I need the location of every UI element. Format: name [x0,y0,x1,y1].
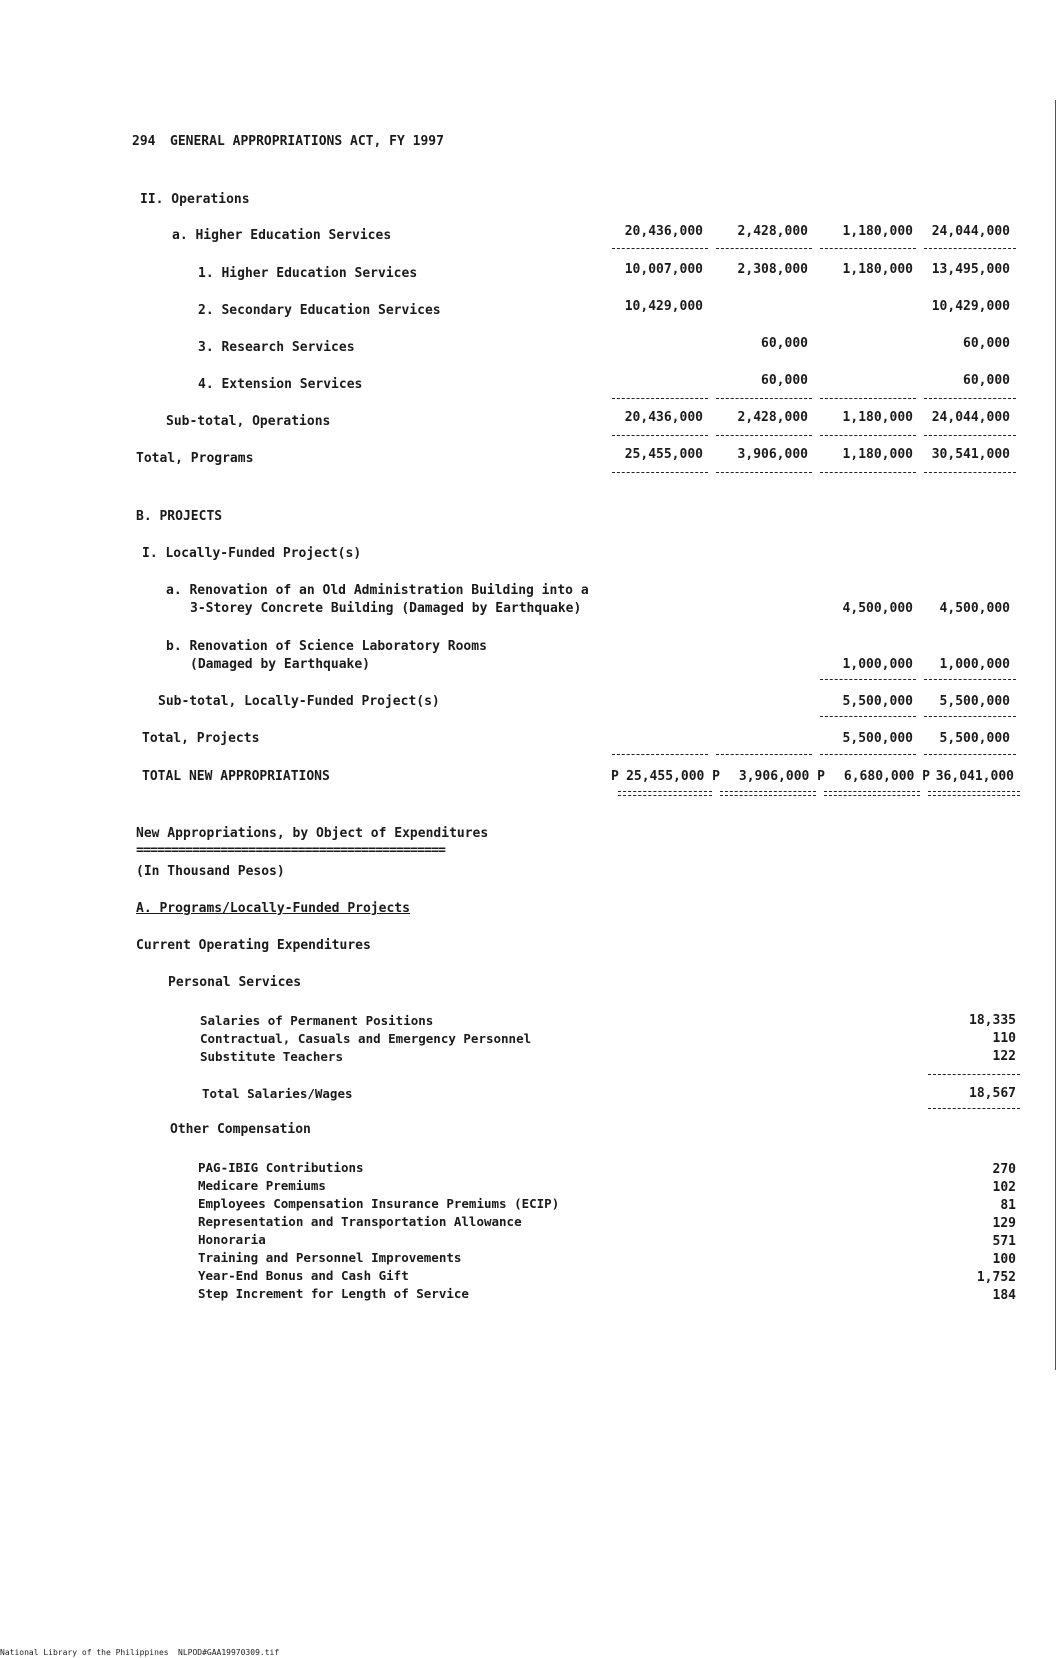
other-comp-value: 184 [992,1288,1016,1303]
rule [924,248,1016,249]
higher-ed-c4: 24,044,000 [931,224,1010,239]
ops-item-c3: 1,180,000 [842,262,913,277]
total-new-c1: 25,455,000 P [626,769,720,784]
ops-item-label: 4. Extension Services [198,377,363,392]
rule [820,435,916,436]
project-c3: 1,000,000 [842,657,913,672]
other-comp-value: 270 [992,1162,1016,1177]
other-comp-label: Representation and Transportation Allowance [198,1214,522,1229]
salary-label: Contractual, Casuals and Emergency Personnel [200,1031,532,1046]
salary-value: 18,335 [969,1013,1016,1028]
rule [928,1108,1020,1109]
footer-file: NLPOD#GAA19970309.tif [178,1648,280,1657]
subtotal-projects-c3: 5,500,000 [842,694,913,709]
rule [924,716,1016,717]
footer-library: National Library of the Philippines [0,1648,169,1657]
project-c4: 4,500,000 [939,601,1010,616]
rule [820,398,916,399]
other-compensation-heading: Other Compensation [170,1122,311,1137]
programs-section-heading: A. Programs/Locally-Funded Projects [136,901,410,916]
total-new-appropriations-label: TOTAL NEW APPROPRIATIONS [142,769,330,784]
total-new-c4: 36,041,000 [935,769,1014,784]
subtotal-ops-c1: 20,436,000 [624,410,703,425]
salary-value: 110 [992,1031,1016,1046]
subtotal-ops-c2: 2,428,000 [737,410,808,425]
subtotal-ops-c4: 24,044,000 [931,410,1010,425]
project-line1: a. Renovation of an Old Administration Building into a [166,583,589,598]
salary-label: Substitute Teachers [200,1049,343,1064]
unit-note: (In Thousand Pesos) [136,864,285,879]
rule [820,248,916,249]
other-comp-label: Employees Compensation Insurance Premiums (ECIP) [198,1196,560,1211]
double-rule [618,791,712,796]
higher-ed-label: a. Higher Education Services [172,228,392,243]
ops-item-c4: 10,429,000 [931,299,1010,314]
current-operating-heading: Current Operating Expenditures [136,938,371,953]
subtotal-projects-label: Sub-total, Locally-Funded Project(s) [158,694,440,709]
ops-item-label: 2. Secondary Education Services [198,303,441,318]
other-comp-label: Training and Personnel Improvements [198,1250,462,1265]
other-comp-label: PAG-IBIG Contributions [198,1160,364,1175]
ops-item-c4: 13,495,000 [931,262,1010,277]
rule [928,1074,1020,1075]
rule [924,435,1016,436]
rule [716,472,812,473]
rule [612,472,708,473]
double-rule [720,791,816,796]
rule [924,679,1016,680]
total-programs-c3: 1,180,000 [842,447,913,462]
rule [716,398,812,399]
higher-ed-c3: 1,180,000 [842,224,913,239]
rule [924,754,1016,755]
project-line2: 3-Storey Concrete Building (Damaged by Earthquake) [190,601,582,616]
other-comp-value: 100 [992,1252,1016,1267]
rule [612,754,708,755]
rule [820,716,916,717]
total-new-c2: 3,906,000 P [738,769,825,784]
page-number: 294 [132,134,156,149]
other-comp-value: 571 [992,1234,1016,1249]
total-projects-c4: 5,500,000 [939,731,1010,746]
object-title-underline: ============================================ [136,843,446,858]
ops-item-c4: 60,000 [963,336,1010,351]
rule [924,398,1016,399]
subtotal-projects-c4: 5,500,000 [939,694,1010,709]
total-programs-c1: 25,455,000 [624,447,703,462]
other-comp-label: Honoraria [198,1232,266,1247]
ops-item-c4: 60,000 [963,373,1010,388]
total-projects-c3: 5,500,000 [842,731,913,746]
other-comp-label: Year-End Bonus and Cash Gift [198,1268,409,1283]
scan-edge-line [1055,100,1056,1370]
subtotal-ops-c3: 1,180,000 [842,410,913,425]
double-rule [928,791,1020,796]
other-comp-value: 81 [1000,1198,1016,1213]
total-salaries-value: 18,567 [969,1086,1016,1101]
operations-heading: II. Operations [140,192,250,207]
total-new-c3: 6,680,000 P [843,769,930,784]
projects-heading: B. PROJECTS [136,509,223,524]
salary-value: 122 [992,1049,1016,1064]
object-title: New Appropriations, by Object of Expenditures [136,826,489,841]
project-line1: b. Renovation of Science Laboratory Rooms [166,639,487,654]
rule [612,435,708,436]
other-comp-label: Step Increment for Length of Service [198,1286,469,1301]
other-comp-value: 1,752 [976,1270,1016,1285]
higher-ed-c1: 20,436,000 [624,224,703,239]
ops-item-label: 1. Higher Education Services [198,266,418,281]
rule [612,398,708,399]
total-projects-label: Total, Projects [142,731,260,746]
project-c4: 1,000,000 [939,657,1010,672]
rule [924,472,1016,473]
rule [820,472,916,473]
higher-ed-c2: 2,428,000 [737,224,808,239]
total-programs-c4: 30,541,000 [931,447,1010,462]
project-c3: 4,500,000 [842,601,913,616]
rule [820,754,916,755]
locally-funded-heading: I. Locally-Funded Project(s) [142,546,362,561]
other-comp-value: 129 [992,1216,1016,1231]
ops-item-c2: 60,000 [761,373,808,388]
total-programs-c2: 3,906,000 [737,447,808,462]
total-programs-label: Total, Programs [136,451,254,466]
personal-services-heading: Personal Services [168,975,302,990]
total-salaries-label: Total Salaries/Wages [202,1086,353,1101]
double-rule [824,791,920,796]
other-comp-value: 102 [992,1180,1016,1195]
ops-item-c1: 10,429,000 [624,299,703,314]
peso-sign: P [611,769,619,784]
ops-item-c1: 10,007,000 [624,262,703,277]
page-title: GENERAL APPROPRIATIONS ACT, FY 1997 [170,134,444,149]
rule [716,435,812,436]
other-comp-label: Medicare Premiums [198,1178,326,1193]
ops-item-c2: 2,308,000 [737,262,808,277]
rule [716,754,812,755]
salary-label: Salaries of Permanent Positions [200,1013,434,1028]
subtotal-operations-label: Sub-total, Operations [166,414,331,429]
ops-item-label: 3. Research Services [198,340,355,355]
ops-item-c2: 60,000 [761,336,808,351]
rule [820,679,916,680]
rule [612,248,708,249]
project-line2: (Damaged by Earthquake) [190,657,371,672]
rule [716,248,812,249]
